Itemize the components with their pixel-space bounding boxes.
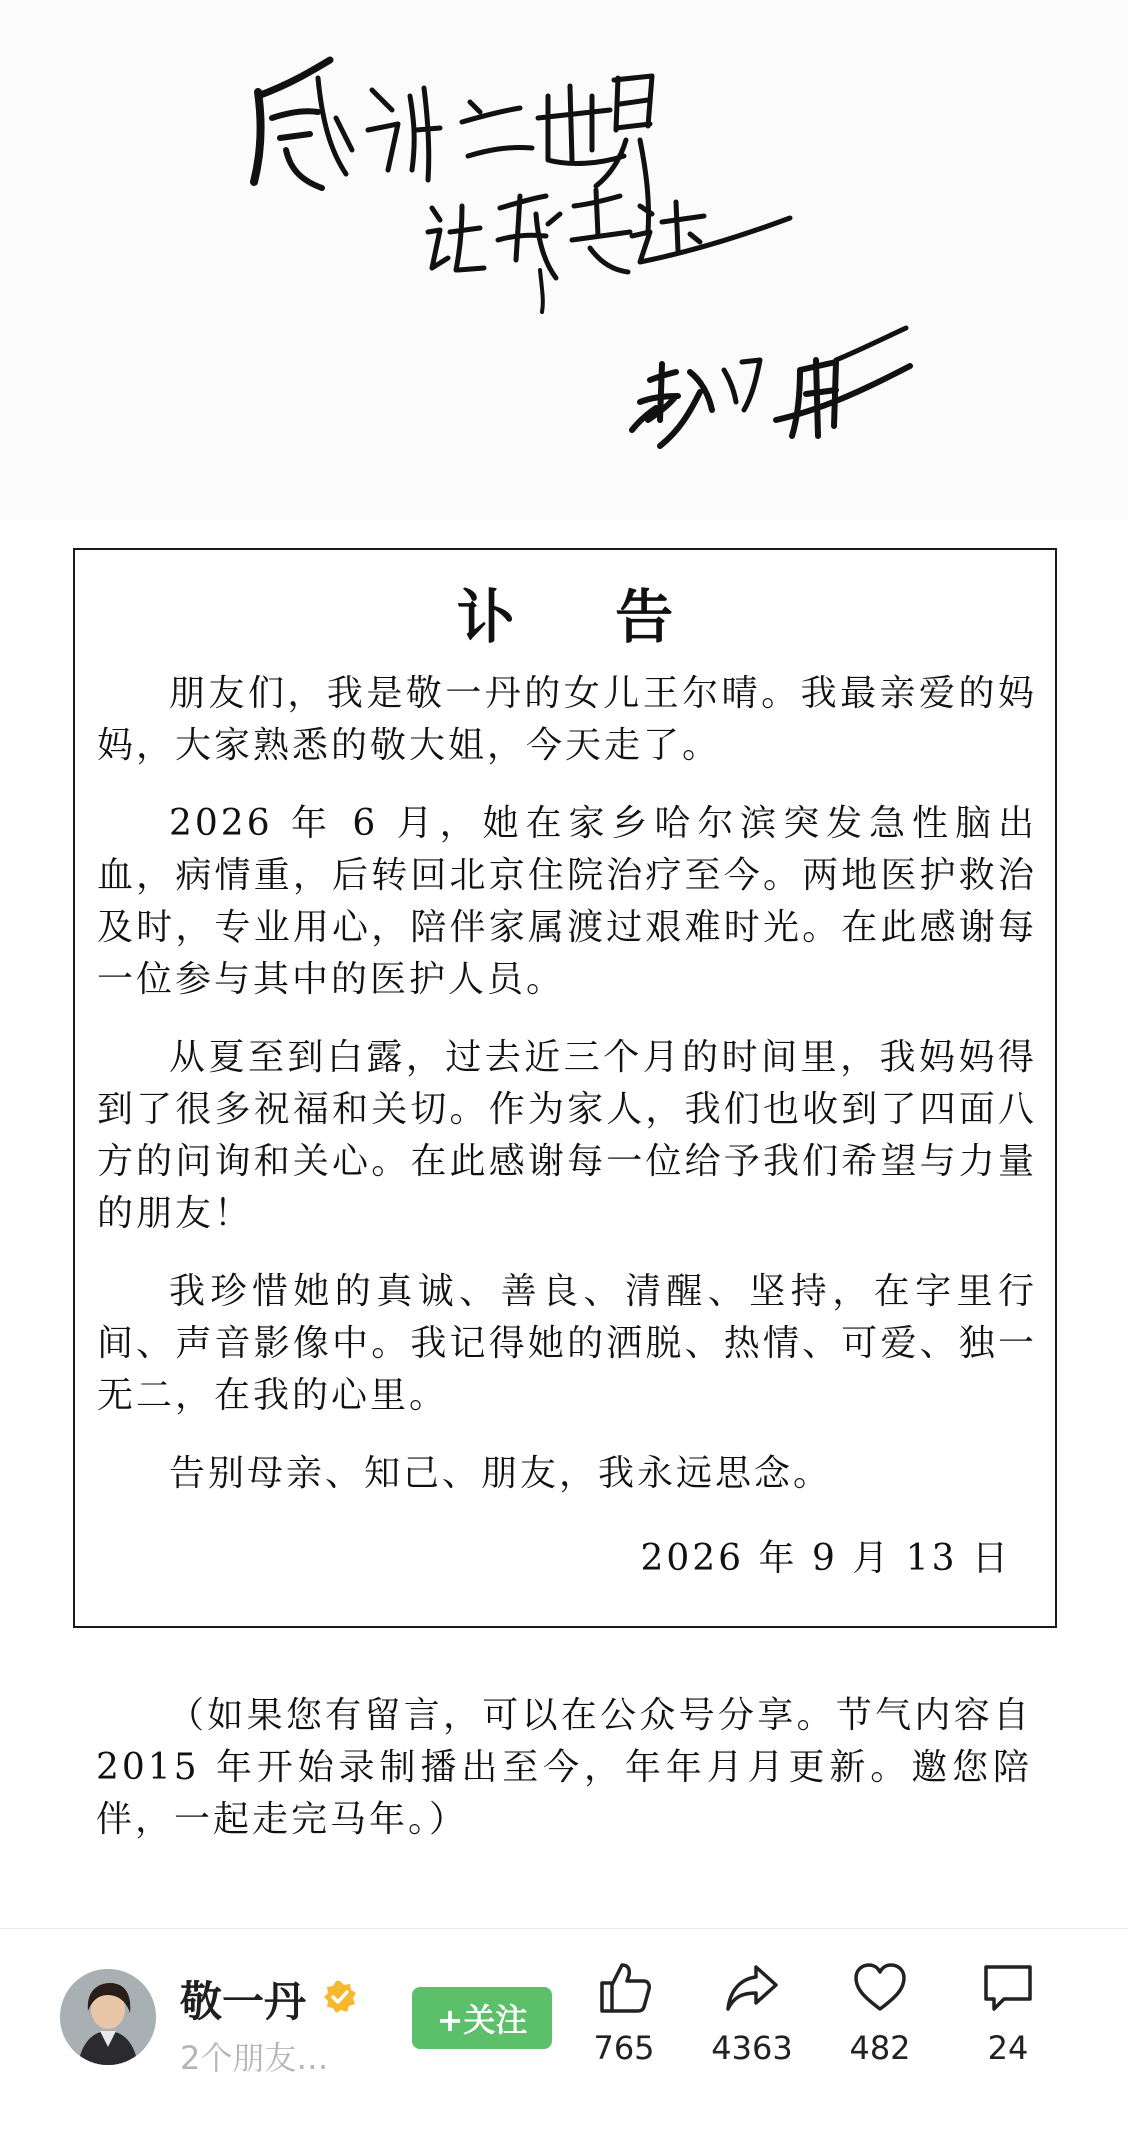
- obituary-notice: [73, 548, 1057, 1628]
- heart-icon: [850, 1957, 910, 2017]
- verified-icon: [322, 1979, 358, 2015]
- footnote-text: （如果您有留言，可以在公众号分享。节气内容自 2015 年开始录制播出至今，年年月月更新。邀您陪伴，一起走完马年。）: [96, 1695, 1032, 1840]
- share-arrow-icon: [722, 1957, 782, 2017]
- comment-icon: [978, 1957, 1038, 2017]
- notice-body: [97, 668, 1037, 1526]
- favorite-button[interactable]: [830, 1957, 930, 2067]
- handwritten-signature-image: [0, 0, 1128, 520]
- bottom-action-bar: [0, 1929, 1128, 2140]
- favorite-count: 482: [849, 2029, 911, 2067]
- share-button[interactable]: [702, 1957, 802, 2067]
- notice-title: 讣 告: [456, 583, 714, 651]
- author-name[interactable]: 敬一丹: [180, 1977, 307, 2026]
- signature-strokes: [0, 0, 1128, 520]
- notice-paragraph: 朋友们，我是敬一丹的女儿王尔晴。我最亲爱的妈妈，大家熟悉的敬大姐，今天走了。: [97, 673, 1037, 766]
- comment-button[interactable]: [958, 1957, 1058, 2067]
- like-button[interactable]: [574, 1957, 674, 2067]
- thumbs-up-icon: [594, 1957, 654, 2017]
- comment-count: 24: [987, 2029, 1029, 2067]
- notice-paragraph: 从夏至到白露，过去近三个月的时间里，我妈妈得到了很多祝福和关切。作为家人，我们也收到了四面八方的问询和关心。在此感谢每一位给予我们希望与力量的朋友！: [97, 1037, 1037, 1234]
- notice-paragraph: 我珍惜她的真诚、善良、清醒、坚持，在字里行间、声音影像中。我记得她的洒脱、热情、可爱、独一无二，在我的心里。: [97, 1271, 1037, 1416]
- author-subtitle: 2个朋友…: [180, 2039, 329, 2077]
- avatar[interactable]: [60, 1969, 156, 2065]
- like-count: 765: [593, 2029, 655, 2067]
- notice-date: 2026 年 9 月 13 日: [640, 1538, 1011, 1579]
- notice-paragraph: 2026 年 6 月，她在家乡哈尔滨突发急性脑出血，病情重，后转回北京住院治疗至今。两地医护救治及时，专业用心，陪伴家属渡过艰难时光。在此感谢每一位参与其中的医护人员。: [97, 803, 1037, 1000]
- follow-button[interactable]: +关注: [412, 1987, 552, 2049]
- share-count: 4363: [711, 2029, 793, 2067]
- avatar-portrait-icon: [60, 1969, 156, 2065]
- notice-paragraph: 告别母亲、知己、朋友，我永远思念。: [169, 1453, 833, 1494]
